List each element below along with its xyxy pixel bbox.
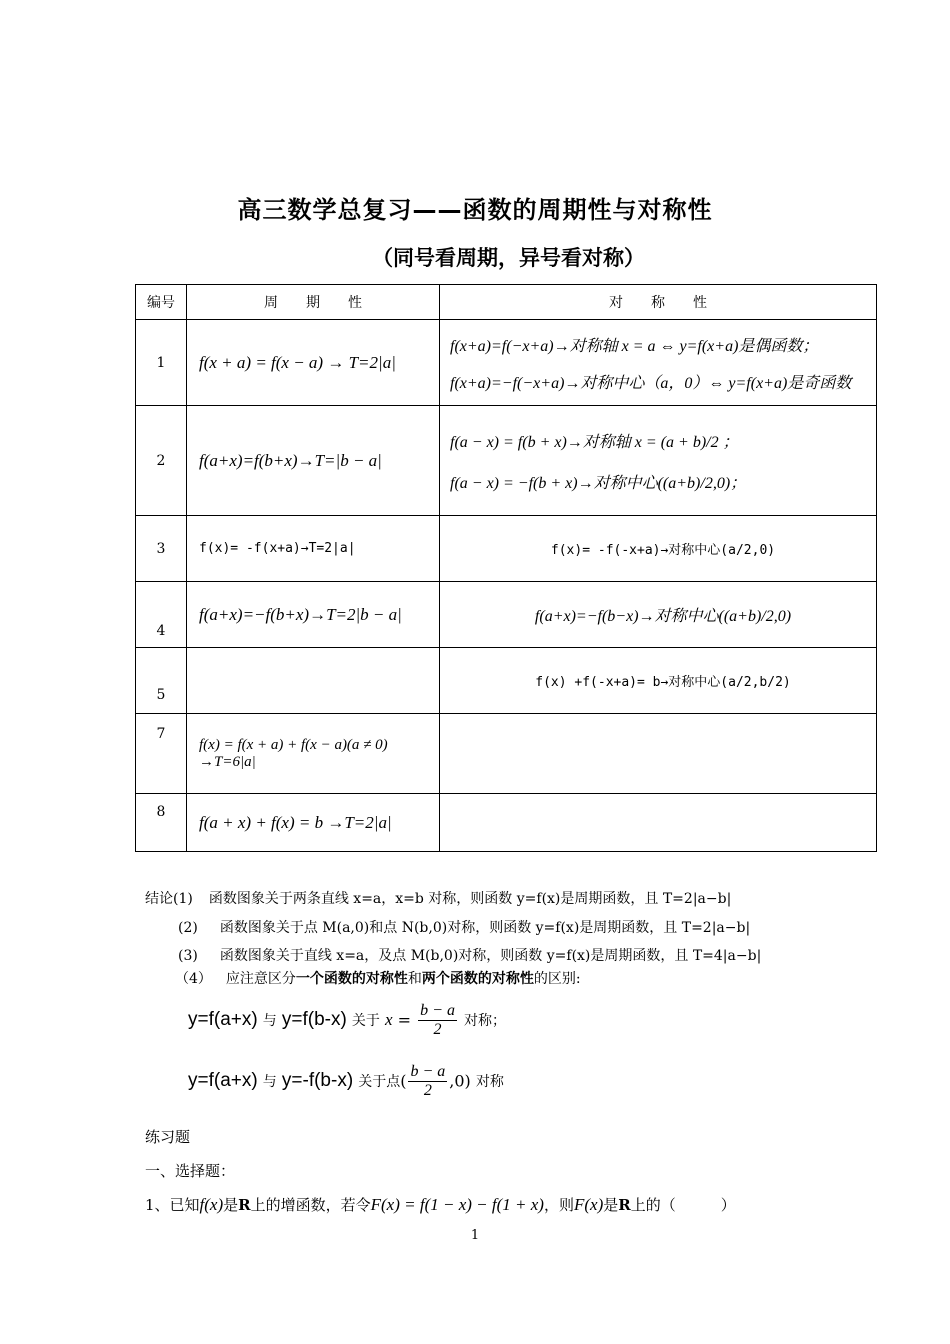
exercise-heading: 练习题 <box>145 1128 191 1146</box>
symmetry-cell: f(x)= -f(-x+a)→对称中心(a/2,0) <box>440 516 877 582</box>
page-title: 高三数学总复习——函数的周期性与对称性 <box>237 196 713 224</box>
conclusion-2: (2) 函数图象关于点 M(a,0)和点 N(b,0)对称，则函数 y=f(x)是周期函数，且 T=2|a−b| <box>178 920 751 936</box>
row-number: 4 <box>136 582 187 648</box>
table-row <box>136 516 877 582</box>
relation-1: y=f(a+x) 与 y=f(b-x) 关于 x = $\frac{b - a}{2}$ 对称； <box>188 1002 507 1038</box>
header-period: 周 期 性 <box>187 285 440 320</box>
period-cell: f(a + x) + f(x) = b →T=2|a| <box>187 794 440 852</box>
period-cell: f(a+x)=f(b+x)→T=|b − a| <box>187 406 440 516</box>
conclusion-3: (3) 函数图象关于直线 x=a，及点 M(b,0)对称，则函数 y=f(x)是周期函数，且 T=4|a−b| <box>178 948 762 964</box>
relation-2: y=f(a+x) 与 y=-f(b-x) 关于点( $\frac{b - a}{2}$ ,0) 对称 <box>188 1063 504 1099</box>
header-number: 编号 <box>136 285 187 320</box>
symmetry-cell <box>440 320 877 406</box>
conclusion-1: 结论(1) 函数图象关于两条直线 x=a，x=b 对称，则函数 y=f(x)是周期函数，且 T=2|a−b| <box>145 891 732 907</box>
table-row <box>136 406 877 516</box>
table-row <box>136 714 877 794</box>
row-number: 1 <box>136 320 187 406</box>
page-number: 1 <box>470 1228 480 1243</box>
symmetry-cell <box>440 406 877 516</box>
page-subtitle: （同号看周期，异号看对称） <box>372 246 645 270</box>
symmetry-cell: f(a+x)=−f(b−x)→对称中心((a+b)/2,0) <box>440 582 877 648</box>
symmetry-cell <box>440 794 877 852</box>
period-cell: f(x)= -f(x+a)→T=2|a| <box>187 516 440 582</box>
table-row <box>136 582 877 648</box>
table-row <box>136 320 877 406</box>
row-number: 2 <box>136 406 187 516</box>
symmetry-line: f(x+a)=−f(−x+a)→对称中心（a，0）⇔ y=f(x+a)是奇函数 <box>450 374 852 392</box>
period-cell: f(x + a) = f(x − a) → T=2|a| <box>187 320 440 406</box>
question-1: 1、已知f(x)是R上的增函数，若令F(x) = f(1 − x) − f(1 + x)，则F(x)是R上的（ ） <box>145 1195 736 1214</box>
period-cell <box>187 648 440 714</box>
table-row <box>136 648 877 714</box>
row-number: 8 <box>136 794 187 852</box>
table-header-row <box>136 285 877 320</box>
row-number: 7 <box>136 714 187 794</box>
period-cell: f(x) = f(x + a) + f(x − a)(a ≠ 0) →T=6|a| <box>187 714 440 794</box>
row-number: 5 <box>136 648 187 714</box>
header-symmetry: 对 称 性 <box>440 285 877 320</box>
symmetry-line: f(x+a)=f(−x+a)→对称轴 x = a ⇔ y=f(x+a)是偶函数； <box>450 337 819 355</box>
symmetry-line: f(a − x) = f(b + x)→对称轴 x = (a + b)/2 ； <box>450 433 739 451</box>
symmetry-line: f(a − x) = −f(b + x)→对称中心((a+b)/2,0)； <box>450 474 747 492</box>
summary-table <box>135 284 877 852</box>
symmetry-cell <box>440 714 877 794</box>
period-cell: f(a+x)=−f(b+x)→T=2|b − a| <box>187 582 440 648</box>
section-heading: 一、选择题： <box>145 1162 236 1180</box>
conclusion-4: （4） 应注意区分一个函数的对称性和两个函数的对称性的区别: <box>175 971 581 987</box>
row-number: 3 <box>136 516 187 582</box>
symmetry-cell: f(x) +f(-x+a)= b→对称中心(a/2,b/2) <box>440 648 877 714</box>
table-row <box>136 794 877 852</box>
